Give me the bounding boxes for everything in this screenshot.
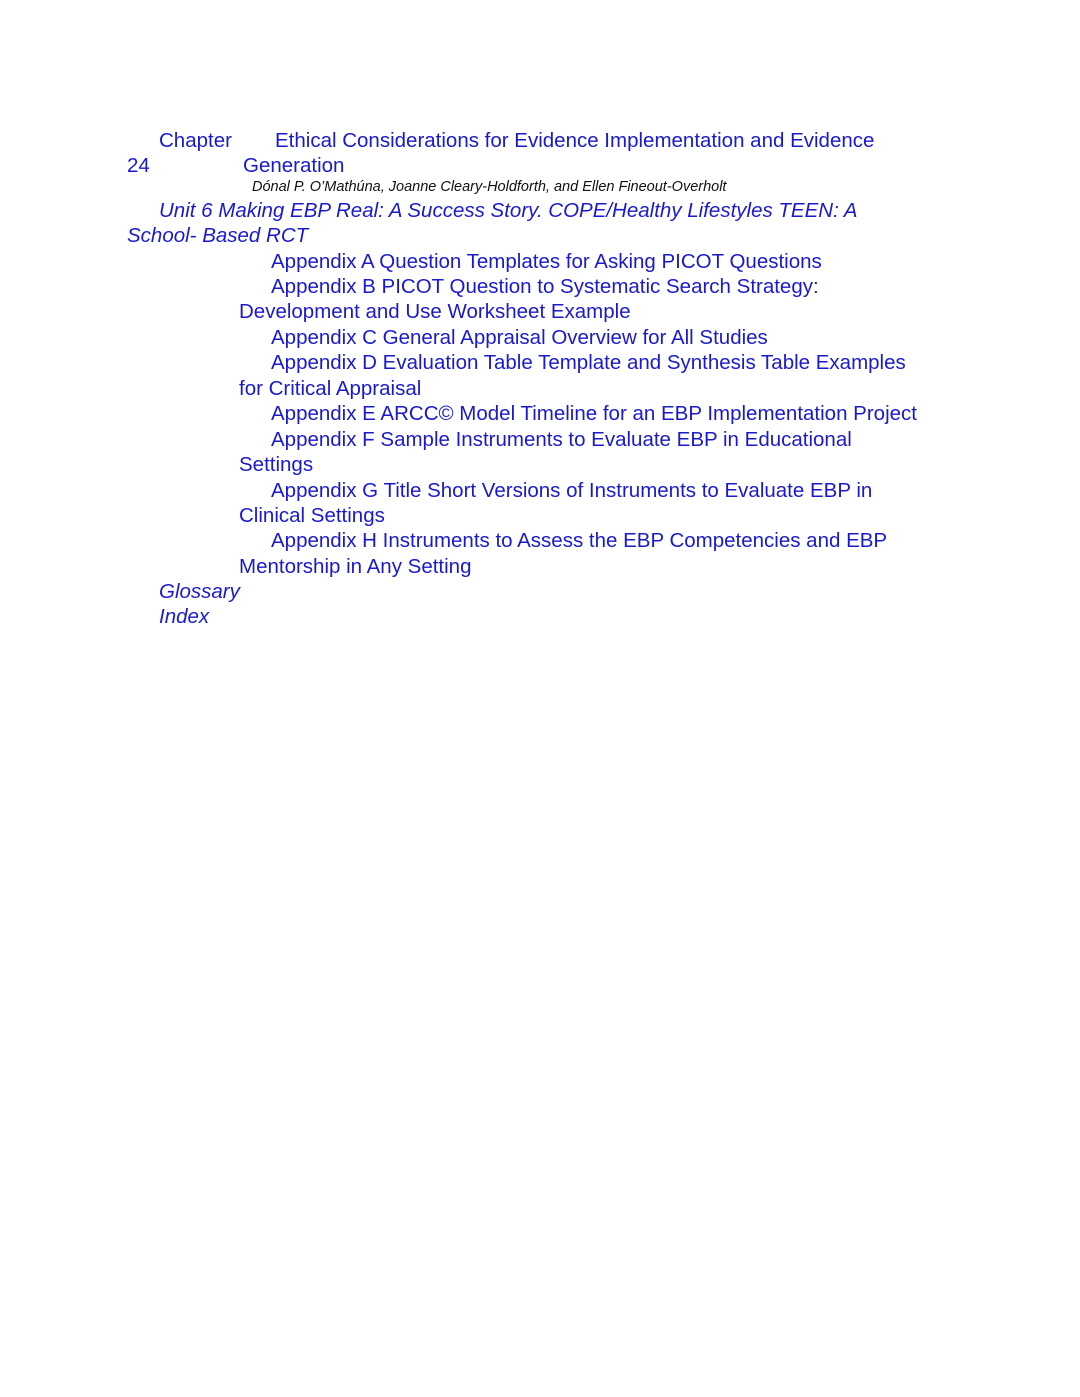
appendix-b-line2[interactable]: Development and Use Worksheet Example: [239, 300, 631, 323]
chapter-authors: Dónal P. O’Mathúna, Joanne Cleary-Holdforth, and Ellen Fineout-Overholt: [252, 179, 727, 195]
chapter-title-line2[interactable]: Generation: [243, 154, 345, 177]
appendix-g-line1[interactable]: Appendix G Title Short Versions of Instruments to Evaluate EBP in: [271, 479, 873, 502]
chapter-number[interactable]: 24: [127, 154, 150, 177]
appendix-g-line2[interactable]: Clinical Settings: [239, 504, 385, 527]
chapter-label[interactable]: Chapter: [159, 129, 232, 152]
appendix-h-line2[interactable]: Mentorship in Any Setting: [239, 555, 472, 578]
chapter-title-line1[interactable]: Ethical Considerations for Evidence Implementation and Evidence: [275, 129, 875, 152]
toc-entry-glossary[interactable]: Glossary: [159, 580, 240, 603]
appendix-d-line1[interactable]: Appendix D Evaluation Table Template and Synthesis Table Examples: [271, 351, 906, 374]
appendix-h-line1[interactable]: Appendix H Instruments to Assess the EBP Competencies and EBP: [271, 529, 888, 552]
unit6-title-line2[interactable]: School- Based RCT: [127, 224, 309, 247]
toc-entry-index[interactable]: Index: [159, 605, 210, 628]
appendix-f-line1[interactable]: Appendix F Sample Instruments to Evaluate EBP in Educational: [271, 428, 852, 451]
appendix-e-line1[interactable]: Appendix E ARCC© Model Timeline for an EBP Implementation Project: [271, 402, 917, 425]
appendix-d-line2[interactable]: for Critical Appraisal: [239, 377, 422, 400]
unit6-title-line1[interactable]: Unit 6 Making EBP Real: A Success Story. COPE/Healthy Lifestyles TEEN: A: [159, 199, 858, 222]
appendix-c-line1[interactable]: Appendix C General Appraisal Overview for All Studies: [271, 326, 768, 349]
appendix-b-line1[interactable]: Appendix B PICOT Question to Systematic Search Strategy:: [271, 275, 819, 298]
appendix-a-line1[interactable]: Appendix A Question Templates for Asking PICOT Questions: [271, 250, 822, 273]
appendix-f-line2[interactable]: Settings: [239, 453, 314, 476]
